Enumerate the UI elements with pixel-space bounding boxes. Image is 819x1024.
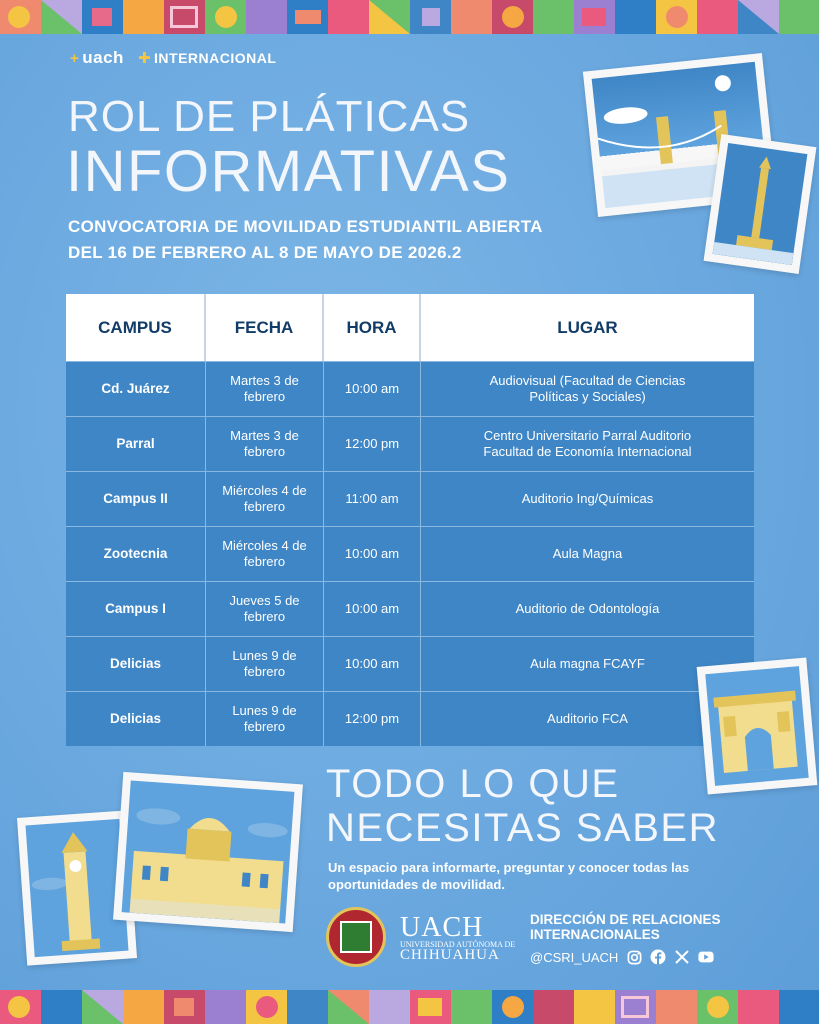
table-row <box>66 526 754 581</box>
cta-title-line2: NECESITAS SABER <box>326 806 719 850</box>
cell-fecha: Jueves 5 de febrero <box>206 582 324 636</box>
internacional-logo-text: INTERNACIONAL <box>154 50 277 66</box>
x-icon[interactable] <box>674 949 690 965</box>
cell-hora: 10:00 am <box>324 362 421 416</box>
building-stamp <box>113 772 303 932</box>
arch-stamp <box>697 657 818 794</box>
social-links <box>530 949 714 965</box>
cell-lugar: Aula Magna <box>552 546 623 561</box>
cell-lugar: Auditorio Ing/Químicas <box>521 491 654 506</box>
table-row <box>66 636 754 691</box>
header-lugar: LUGAR <box>557 317 618 337</box>
subtitle-line2: DEL 16 DE FEBRERO AL 8 DE MAYO DE 2026.2 <box>68 243 462 262</box>
cell-fecha: Miércoles 4 de febrero <box>206 472 324 526</box>
table-row <box>66 471 754 526</box>
page-title-line1: ROL DE PLÁTICAS <box>68 92 471 141</box>
header-campus: CAMPUS <box>66 294 206 361</box>
facebook-icon[interactable] <box>650 949 666 965</box>
cell-hora: 10:00 am <box>324 637 421 691</box>
cell-campus: Cd. Juárez <box>66 362 206 416</box>
cell-fecha: Miércoles 4 de febrero <box>206 527 324 581</box>
uach-wordmark: UACH <box>400 912 484 943</box>
building-illustration <box>122 780 295 923</box>
uach-logo-text: uach <box>82 48 124 67</box>
social-handle: @CSRI_UACH <box>530 949 619 965</box>
table-row <box>66 691 754 746</box>
monument-illustration <box>713 143 808 265</box>
cell-campus: Delicias <box>66 637 206 691</box>
uach-subtitle-city: CHIHUAHUA <box>400 947 500 963</box>
cell-campus: Campus II <box>66 472 206 526</box>
monument-stamp <box>704 134 817 274</box>
table-row <box>66 361 754 416</box>
header-logos <box>70 48 276 68</box>
subtitle-line1: CONVOCATORIA DE MOVILIDAD ESTUDIANTIL ABIERTA <box>68 217 543 236</box>
table-row <box>66 416 754 471</box>
cell-fecha: Martes 3 de febrero <box>206 417 324 471</box>
direccion-label: DIRECCIÓN DE RELACIONES INTERNACIONALES <box>530 912 721 942</box>
arch-illustration <box>705 666 808 786</box>
cell-campus: Delicias <box>66 692 206 746</box>
cell-fecha: Lunes 9 de febrero <box>206 692 324 746</box>
cell-hora: 11:00 am <box>324 472 421 526</box>
cell-fecha: Lunes 9 de febrero <box>206 637 324 691</box>
uach-logo <box>70 48 124 68</box>
cell-campus: Parral <box>66 417 206 471</box>
cta-description: Un espacio para informarte, preguntar y conocer todas las oportunidades de movilidad. <box>328 860 690 892</box>
header-fecha: FECHA <box>206 294 324 361</box>
instagram-icon[interactable] <box>626 949 642 965</box>
cell-hora: 10:00 am <box>324 582 421 636</box>
tower-illustration <box>26 819 129 957</box>
cell-lugar: Aula magna FCAYF <box>530 656 645 671</box>
cell-fecha: Martes 3 de febrero <box>206 362 324 416</box>
cell-hora: 12:00 pm <box>324 417 421 471</box>
cell-campus: Zootecnia <box>66 527 206 581</box>
plus-icon: ✚ <box>137 50 152 67</box>
cta-title-line1: TODO LO QUE <box>326 762 620 806</box>
plus-icon: + <box>70 49 80 67</box>
internacional-logo <box>138 49 276 67</box>
schedule-table <box>66 294 754 746</box>
decorative-top-band <box>0 0 819 34</box>
cell-hora: 12:00 pm <box>324 692 421 746</box>
decorative-bottom-band <box>0 990 819 1024</box>
cell-hora: 10:00 am <box>324 527 421 581</box>
university-seal-icon <box>326 907 386 967</box>
uach-subtitle: UNIVERSIDAD AUTÓNOMA DE <box>400 940 516 949</box>
page-title-line2: INFORMATIVAS <box>66 139 511 204</box>
header-hora: HORA <box>324 294 421 361</box>
cell-lugar: Auditorio de Odontología <box>515 601 660 616</box>
table-header <box>66 294 754 361</box>
subtitle <box>68 214 543 266</box>
cell-lugar: Centro Universitario Parral Auditorio Facultad de Economía Internacional <box>483 428 692 459</box>
table-row <box>66 581 754 636</box>
cell-campus: Campus I <box>66 582 206 636</box>
youtube-icon[interactable] <box>698 949 714 965</box>
cell-lugar: Auditorio FCA <box>547 711 628 726</box>
cell-lugar: Audiovisual (Facultad de Ciencias Políticas y Sociales) <box>489 373 686 404</box>
